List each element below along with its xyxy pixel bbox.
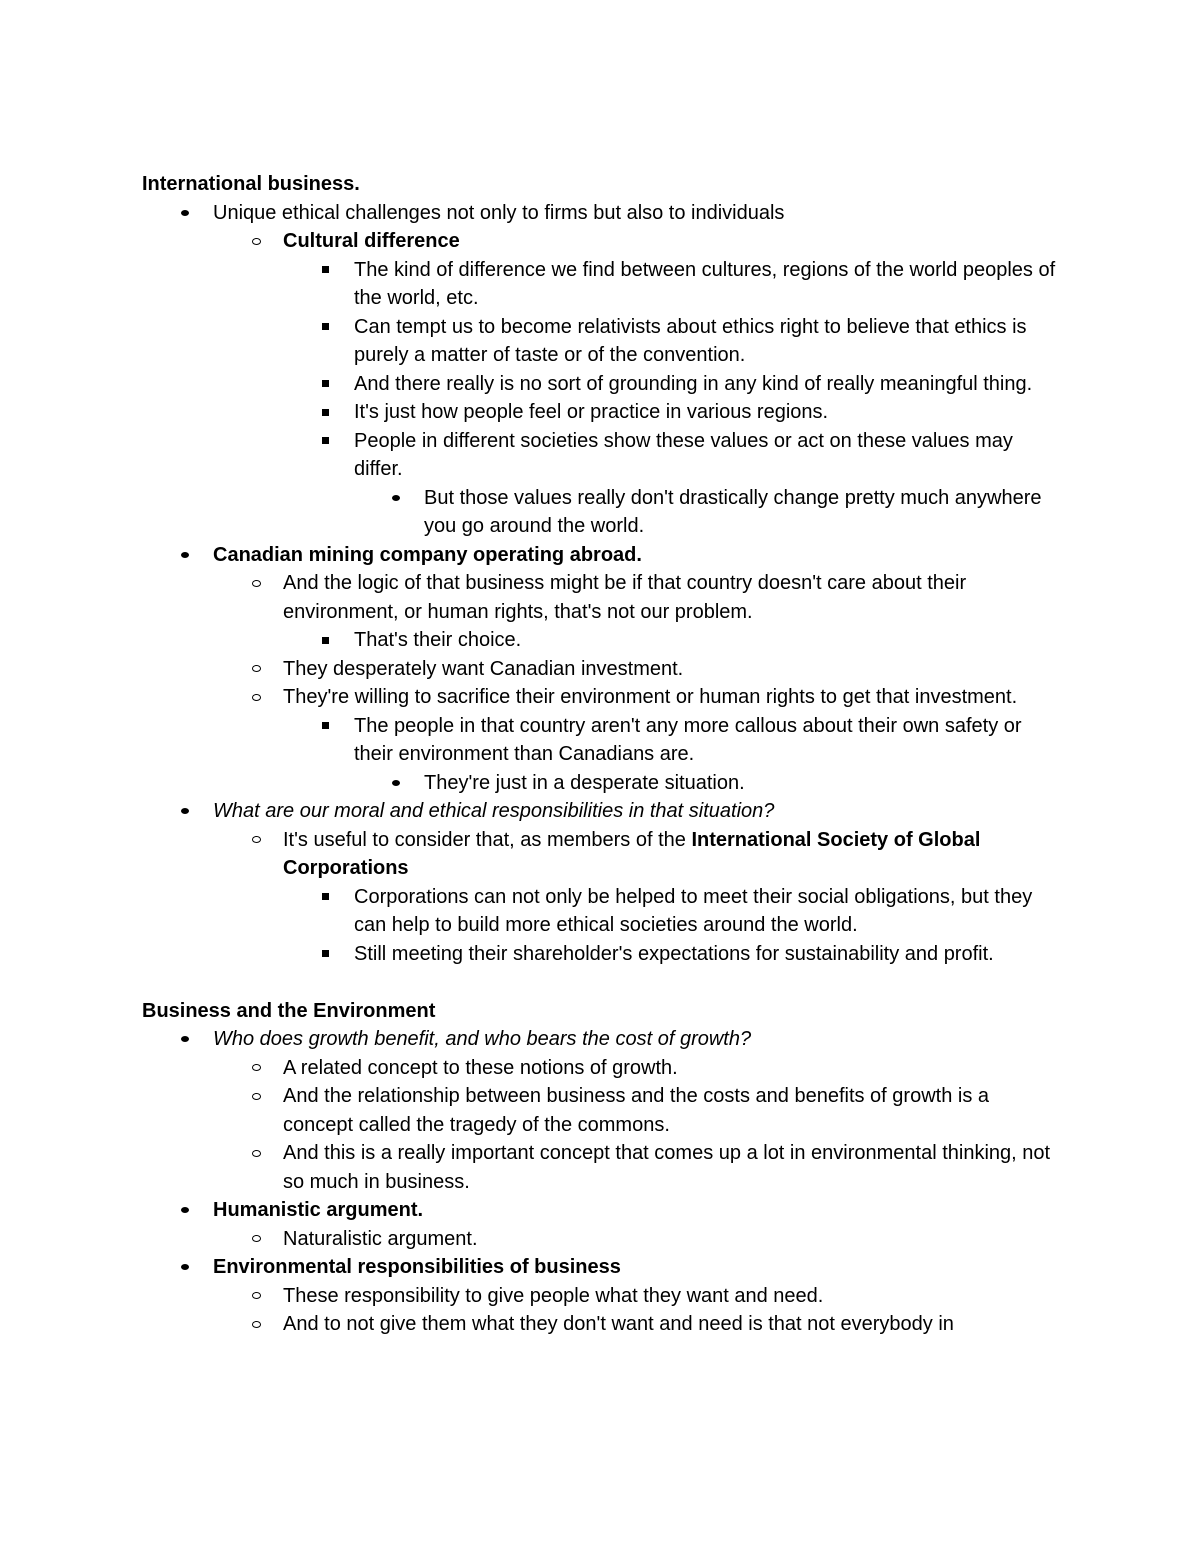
list-item: And there really is no sort of grounding in any kind of really meaningful thing. (142, 370, 1062, 399)
list-item: And the logic of that business might be if that country doesn't care about their environment, or human rights, that's not our problem. (142, 569, 1062, 626)
list-item: Still meeting their shareholder's expectations for sustainability and profit. (142, 940, 1062, 969)
bullet-circle-icon (246, 569, 266, 598)
notes-content (142, 170, 1062, 1339)
list-item: Who does growth benefit, and who bears the cost of growth? (142, 1025, 1062, 1054)
bullet-circle-icon (246, 826, 266, 855)
bullet-circle-icon (246, 1082, 266, 1111)
list-item: They're willing to sacrifice their environment or human rights to get that investment. (142, 683, 1062, 712)
bullet-circle-icon (246, 1225, 266, 1254)
list-item: Unique ethical challenges not only to firms but also to individuals (142, 199, 1062, 228)
list-item: It's useful to consider that, as members of the International Society of Global Corporations (142, 826, 1062, 883)
bullet-dot-icon (386, 769, 406, 798)
list-item: Naturalistic argument. (142, 1225, 1062, 1254)
section-heading-international-business: International business. (142, 173, 360, 195)
list-item: It's just how people feel or practice in various regions. (142, 398, 1062, 427)
bullet-square-icon (315, 313, 335, 342)
list-item: But those values really don't drastically change pretty much anywhere you go around the world. (142, 484, 1062, 541)
list-item: Canadian mining company operating abroad. (142, 541, 1062, 570)
bullet-square-icon (315, 427, 335, 456)
list-item: Environmental responsibilities of business (142, 1253, 1062, 1282)
bullet-square-icon (315, 256, 335, 285)
section-gap (142, 968, 1062, 997)
list-item: These responsibility to give people what they want and need. (142, 1282, 1062, 1311)
list-item: That's their choice. (142, 626, 1062, 655)
bullet-square-icon (315, 370, 335, 399)
list-item: They're just in a desperate situation. (142, 769, 1062, 798)
section-heading-business-environment: Business and the Environment (142, 999, 436, 1022)
bullet-square-icon (315, 398, 335, 427)
bullet-circle-icon (246, 683, 266, 712)
bullet-square-icon (315, 883, 335, 912)
list-item: What are our moral and ethical responsibilities in that situation? (142, 797, 1062, 826)
list-item: Corporations can not only be helped to meet their social obligations, but they can help to build more ethical societies around the world. (142, 883, 1062, 940)
list-item: The people in that country aren't any more callous about their own safety or their environment than Canadians are. (142, 712, 1062, 769)
bullet-square-icon (315, 626, 335, 655)
section-business-environment-list (142, 1025, 1062, 1339)
section-international-business-list (142, 199, 1062, 969)
list-item: And to not give them what they don't want and need is that not everybody in (142, 1310, 1062, 1339)
bullet-dot-icon (175, 541, 195, 570)
bullet-dot-icon (175, 797, 195, 826)
bullet-circle-icon (246, 1139, 266, 1168)
list-item: The kind of difference we find between cultures, regions of the world peoples of the world, etc. (142, 256, 1062, 313)
list-item: And the relationship between business and the costs and benefits of growth is a concept called the tragedy of the commons. (142, 1082, 1062, 1139)
bullet-square-icon (315, 940, 335, 969)
bullet-circle-icon (246, 1310, 266, 1339)
list-item: People in different societies show these values or act on these values may differ. (142, 427, 1062, 484)
bullet-circle-icon (246, 1054, 266, 1083)
bullet-circle-icon (246, 655, 266, 684)
list-item: Cultural difference (142, 227, 1062, 256)
list-item: And this is a really important concept that comes up a lot in environmental thinking, not so much in business. (142, 1139, 1062, 1196)
bullet-circle-icon (246, 227, 266, 256)
list-item: A related concept to these notions of growth. (142, 1054, 1062, 1083)
bullet-square-icon (315, 712, 335, 741)
list-item: They desperately want Canadian investment. (142, 655, 1062, 684)
list-item: Can tempt us to become relativists about ethics right to believe that ethics is purely a matter of taste or of the convention. (142, 313, 1062, 370)
list-item: Humanistic argument. (142, 1196, 1062, 1225)
bullet-dot-icon (386, 484, 406, 513)
bullet-dot-icon (175, 199, 195, 228)
bullet-dot-icon (175, 1196, 195, 1225)
bullet-dot-icon (175, 1253, 195, 1282)
bullet-circle-icon (246, 1282, 266, 1311)
bullet-dot-icon (175, 1025, 195, 1054)
